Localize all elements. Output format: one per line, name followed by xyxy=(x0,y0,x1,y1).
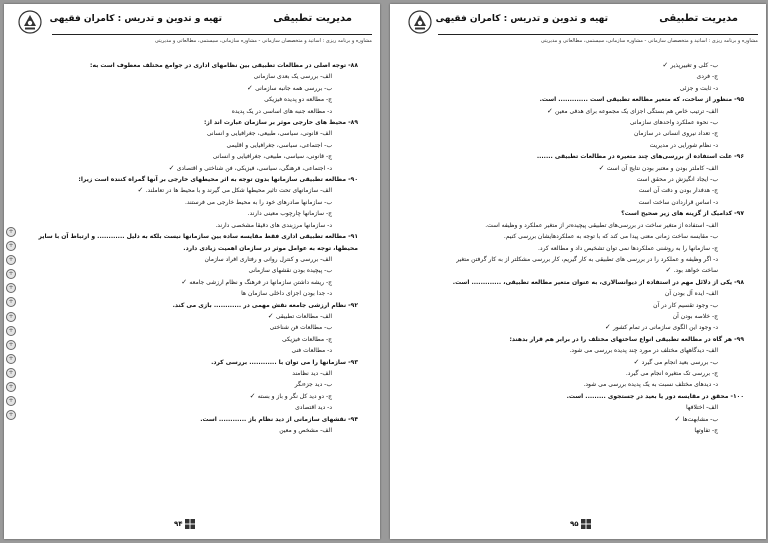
page-number: ۹۵ xyxy=(570,520,579,528)
answer-option: الف- ترتیب خاص هم بستگی اجزای یک مجموعه برای هدفی معین ✓ xyxy=(412,106,744,117)
answer-option: د- اساس قراردادن ساخت است xyxy=(638,198,718,206)
answer-option: ب- ایجاد انگیزش در محقق است xyxy=(636,176,718,184)
header-subline: مشاوره و برنامه ریزی : اساتید و متخصصان سازمانی - مشاوره سازمانی، سیستمی، مطالعاتی و مدیریتی xyxy=(540,38,758,44)
answer-option: ب- بررسی همه جانبه سازمانی ✓ xyxy=(26,83,358,94)
answer-option: الف- مشخص و معین xyxy=(279,427,332,434)
page-footer xyxy=(174,519,195,529)
answer-option: ب- سازمانها صادرهای خود را به محیط خارجی می فرستند. xyxy=(185,198,332,206)
answer-option: الف- دیدگاههای مختلف در مورد چند پدیده بررسی می شود. xyxy=(569,347,718,355)
header-title: مدیریت تطبیقی xyxy=(659,13,738,24)
answer-option: د- نظام شورایی در مدیریت xyxy=(649,141,718,149)
answer-option: د- وجود این الگوی سازمانی در تمام کشور ✓ xyxy=(412,322,744,333)
question-list xyxy=(26,60,358,436)
answer-option: الف- مطالعات تطبیقی ✓ xyxy=(26,311,358,322)
answer-option: الف- قانونی، سیاسی، طبیعی، جغرافیایی و انسانی xyxy=(206,130,332,138)
answer-option: الف- ایده آل بودن آن xyxy=(664,290,718,298)
question-text: محیطها، توجه به عوامل موثر در سازمان اهمیت زیادی دارد. xyxy=(183,244,358,252)
margin-bullet-icon: + xyxy=(6,382,16,392)
margin-bullet-icon: + xyxy=(6,368,16,378)
header-title: مدیریت تطبیقی xyxy=(273,13,352,24)
answer-option: ج- دو دید کل نگر و باز و بسته ✓ xyxy=(26,391,358,402)
header-rule xyxy=(52,34,372,35)
answer-option: الف- بررسی یک بعدی سازمانی xyxy=(253,73,332,81)
question-text: ۹۷- کدامیک از گزینه های زیر صحیح است؟ xyxy=(621,210,744,218)
answer-option: ب- اجتماعی، سیاسی، جغرافیایی و اقلیمی xyxy=(226,141,332,149)
margin-bullet-icon: + xyxy=(6,326,16,336)
university-logo-icon xyxy=(408,10,432,34)
answer-option: ب- وجود تقسیم کار در آن xyxy=(653,301,718,309)
answer-option: الف- استفاده از متغیر ساخت در بررسی‌های تطبیقی پیچیده‌تر از متغیر عملکرد و وظیفه است. xyxy=(485,221,718,229)
question-text: ۹۱- مطالعه تطبیقی اداری فقط مقایسه ساده بین سازمانها نیست بلکه به دلیل ............ و ارتباط آن با سایر xyxy=(38,233,358,241)
margin-bullet-icon: + xyxy=(6,255,16,265)
answer-option: ج- هدفدار بودن و دقت آن است xyxy=(638,187,718,195)
answer-option: ب- نحوه عملکرد واحدهای سازمانی xyxy=(629,119,718,127)
answer-option: ب- کلی و تغییرپذیر ✓ xyxy=(412,60,744,71)
header-course: تهیه و تدوین و تدریس : کامران فقیهی xyxy=(49,14,222,24)
answer-option: الف- سازمانهای تحت تاثیر محیطها شکل می گیرند و با محیط ها در تعاملند. ✓ xyxy=(26,185,358,196)
question-text: ۹۹- هر گاه در مطالعه تطبیقی انواع ساختهای مختلف را در برابر هم قرار بدهند: xyxy=(509,335,744,343)
page-header xyxy=(12,10,372,50)
answer-option: ج- خلاصه بودن آن xyxy=(672,312,718,320)
question-text: ۹۰- مطالعه تطبیقی سازمانها بدون توجه به اثر محیطهای خارجی بر آنها گمراه کننده است زیرا: xyxy=(78,176,358,184)
margin-bullet-icon: + xyxy=(6,396,16,406)
answer-option: الف- بررسی و کنترل روانی و رفتاری افراد سازمان xyxy=(204,255,332,263)
answer-option: ساخت خواهد بود. ✓ xyxy=(412,265,744,276)
windows-logo-icon xyxy=(581,519,591,529)
page-header xyxy=(398,10,758,50)
answer-option: د- مطالعه جنبه های اساسی در یک پدیده xyxy=(231,107,332,115)
margin-bullet-icon: + xyxy=(6,297,16,307)
margin-bullet-icon: + xyxy=(6,340,16,350)
answer-option: د- اجتماعی، فرهنگی، سیاسی، فیزیکی، فن شناختی و اقتصادی ✓ xyxy=(26,163,358,174)
answer-option: ج- سازمانها چارچوب معینی دارند. xyxy=(247,210,332,218)
margin-bullet-icon: + xyxy=(6,269,16,279)
answer-option: ج- مطالعه دو پدیده فیزیکی xyxy=(264,96,332,104)
question-text: ۹۴- نقشهای سازمانی از دید نظام باز ............ است. xyxy=(200,415,358,423)
answer-option: ج- فردی xyxy=(696,73,718,81)
answer-option: ب- پیچیده بودن نقشهای سازمانی xyxy=(248,267,332,275)
page-number: ۹۴ xyxy=(174,520,183,528)
margin-bullet-icon: + xyxy=(6,410,16,420)
answer-option: الف- کاملتر بودن و معتبر بودن نتایج آن است ✓ xyxy=(412,163,744,174)
windows-logo-icon xyxy=(185,519,195,529)
answer-option: ج- تعداد نیروی انسانی در سازمان xyxy=(634,130,718,138)
left-page xyxy=(4,4,380,539)
answer-option: د- مطالعات فنی xyxy=(291,347,332,355)
answer-option: ج- قانونی، سیاسی، طبیعی، جغرافیایی و انسانی xyxy=(212,153,332,161)
answer-option: ب- مقایسه ساخت زمانی معنی پیدا می کند که با توجه به عملکردهایشان بررسی کنیم. xyxy=(503,233,718,241)
margin-bullet-icon: + xyxy=(6,312,16,322)
question-text: ۹۵- منظور از ساخت، که متغیر مطالعه تطبیقی است ............. است. xyxy=(539,96,744,104)
answer-option: ج- ریشه داشتن سازمانها در فرهنگ و نظام ارزشی جامعه ✓ xyxy=(26,277,358,288)
margin-bullets xyxy=(6,227,16,424)
answer-option: ج- سازمانها را به روشنی عملکردها نمی توان تشخیص داد و مطالعه کرد. xyxy=(538,244,718,252)
answer-option: د- جدا بودن اجزای داخلی سازمان ها xyxy=(241,290,332,298)
answer-option: د- ثابت و جزئی xyxy=(679,84,718,92)
answer-option: الف- دید نظامند xyxy=(292,369,332,377)
question-text: ۹۶- علت استفاده از بررسی‌های چند متغیره در مطالعات تطبیقی ....... xyxy=(536,153,744,161)
margin-bullet-icon: + xyxy=(6,283,16,293)
answer-option: ب- بررسی بعید انجام می گیرد ✓ xyxy=(412,357,744,368)
answer-option: د- دیدهای مختلف نسبت به یک پدیده بررسی می شود. xyxy=(583,381,718,389)
header-subline: مشاوره و برنامه ریزی : اساتید و متخصصان سازمانی - مشاوره سازمانی، سیستمی، مطالعاتی و مدیریتی xyxy=(154,38,372,44)
answer-option: ب- دید جزءنگر xyxy=(294,381,332,389)
answer-option: ج- بررسی تک متغیره انجام می گیرد. xyxy=(625,369,718,377)
question-text: ۸۸- توجه اصلی در مطالعات تطبیقی بین نظامهای اداری در جوامع مختلف معطوف است به: xyxy=(90,62,358,69)
question-text: ۹۸- یکی از دلائل مهم در استفاده از دیوانسالاری، به عنوان متغیر مطالعه تطبیقی، ............. است. xyxy=(452,278,744,286)
header-course: تهیه و تدوین و تدریس : کامران فقیهی xyxy=(435,14,608,24)
margin-bullet-icon: + xyxy=(6,241,16,251)
page-footer xyxy=(570,519,591,529)
question-text: ۹۲- نظام ارزشی جامعه نقش مهمی در ............ بازی می کند. xyxy=(172,301,358,309)
question-text: ۸۹- محیط های خارجی موثر بر سازمان عبارت اند از: xyxy=(204,119,358,127)
question-text: ۱۰۰- محقق در مقایسه دور یا بعید در جستجوی ......... است. xyxy=(566,392,744,400)
answer-option: د- دید اقتصادی xyxy=(295,404,332,412)
answer-option: الف- اختلافها xyxy=(685,404,718,412)
answer-option: ب- مشابهت‌ها ✓ xyxy=(412,414,744,425)
answer-option: ج- تفاوتها xyxy=(694,427,718,434)
margin-bullet-icon: + xyxy=(6,354,16,364)
question-list xyxy=(412,60,744,436)
answer-option: د- اگر وظیفه و عملکرد را در بررسی های تطبیقی به کار گیریم، کار بررسی مشکلتر از به کار گرفتن متغیر xyxy=(456,255,718,263)
question-text: ۹۳- سازمانها را می توان با ............ بررسی کرد. xyxy=(211,358,358,366)
header-rule xyxy=(438,34,758,35)
answer-option: ب- مطالعات فن شناختی xyxy=(269,324,332,332)
margin-bullet-icon: + xyxy=(6,227,16,237)
right-page xyxy=(390,4,766,539)
answer-option: د- سازمانها مرزبندی های دقیقا مشخصی دارند. xyxy=(215,221,332,229)
answer-option: ج- مطالعات فیزیکی xyxy=(282,335,332,343)
university-logo-icon xyxy=(18,10,42,34)
